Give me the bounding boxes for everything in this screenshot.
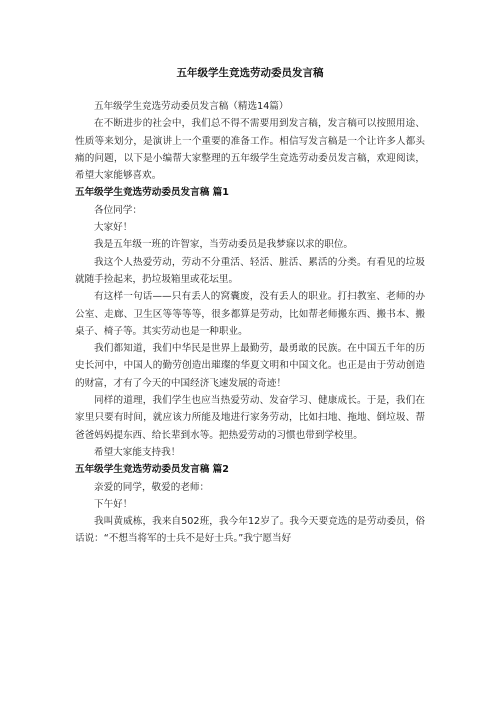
section-heading-2: 五年级学生竞选劳动委员发言稿 篇2 <box>75 464 229 476</box>
section-1-paragraph: 我这个人热爱劳动，劳动不分重活、轻活、脏活、累活的分类。有看见的垃圾就随手捡起来，扔垃圾箱里或花坛里。 <box>75 256 425 285</box>
intro-subtitle: 五年级学生竞选劳动委员发言稿（精选14篇） <box>94 101 289 112</box>
section-1-paragraph: 各位同学： <box>94 204 142 216</box>
section-2-paragraph: 下午好！ <box>94 498 133 510</box>
document-title: 五年级学生竞选劳动委员发言稿 <box>176 67 324 79</box>
section-1-paragraph: 希望大家能支持我！ <box>94 446 181 458</box>
document-page <box>75 66 425 548</box>
section-2-paragraph: 亲爱的同学，敬爱的老师： <box>94 481 210 493</box>
section-1-paragraph: 我是五年级一班的许智家，当劳动委员是我梦寐以求的职位。 <box>94 239 354 251</box>
section-heading-1: 五年级学生竞选劳动委员发言稿 篇1 <box>75 187 229 199</box>
section-2-paragraph: 我叫黄威栋，我来自502班，我今年12岁了。我今天要竞选的是劳动委员，俗话说：“不想当将军的士兵不是好士兵。”我宁愿当好 <box>75 516 425 545</box>
section-1-paragraph: 有这样一句话——只有丢人的窝囊废，没有丢人的职业。打扫教室、老师的办公室、走廊、卫生区等等等等，很多都算是劳动，比如帮老师搬东西、搬书本、搬桌子、椅子等。其实劳动也是一种职业。 <box>75 291 425 337</box>
section-1-paragraph: 大家好！ <box>94 222 133 234</box>
section-1-paragraph: 同样的道理，我们学生也应当热爱劳动、发奋学习、健康成长。于是，我们在家里只要有时间，就应该力所能及地进行家务劳动，比如扫地、拖地、倒垃圾、帮爸爸妈妈提东西、给长辈到水等。把热爱劳动的习惯也带到学校里。 <box>75 395 425 441</box>
section-1-paragraph: 我们都知道，我们中华民是世界上最勤劳，最勇敢的民族。在中国五千年的历史长河中，中国人的勤劳创造出璀璨的华夏文明和中国文化。也正是由于劳动创造的财富，才有了今天的中国经济飞速发展的奇迹！ <box>75 343 425 389</box>
intro-paragraph: 在不断进步的社会中，我们总不得不需要用到发言稿，发言稿可以按照用途、性质等来划分，是演讲上一个重要的准备工作。相信写发言稿是一个让许多人都头痛的问题，以下是小编帮大家整理的五年级学生竞选劳动委员发言稿，欢迎阅读，希望大家能够喜欢。 <box>75 118 425 182</box>
